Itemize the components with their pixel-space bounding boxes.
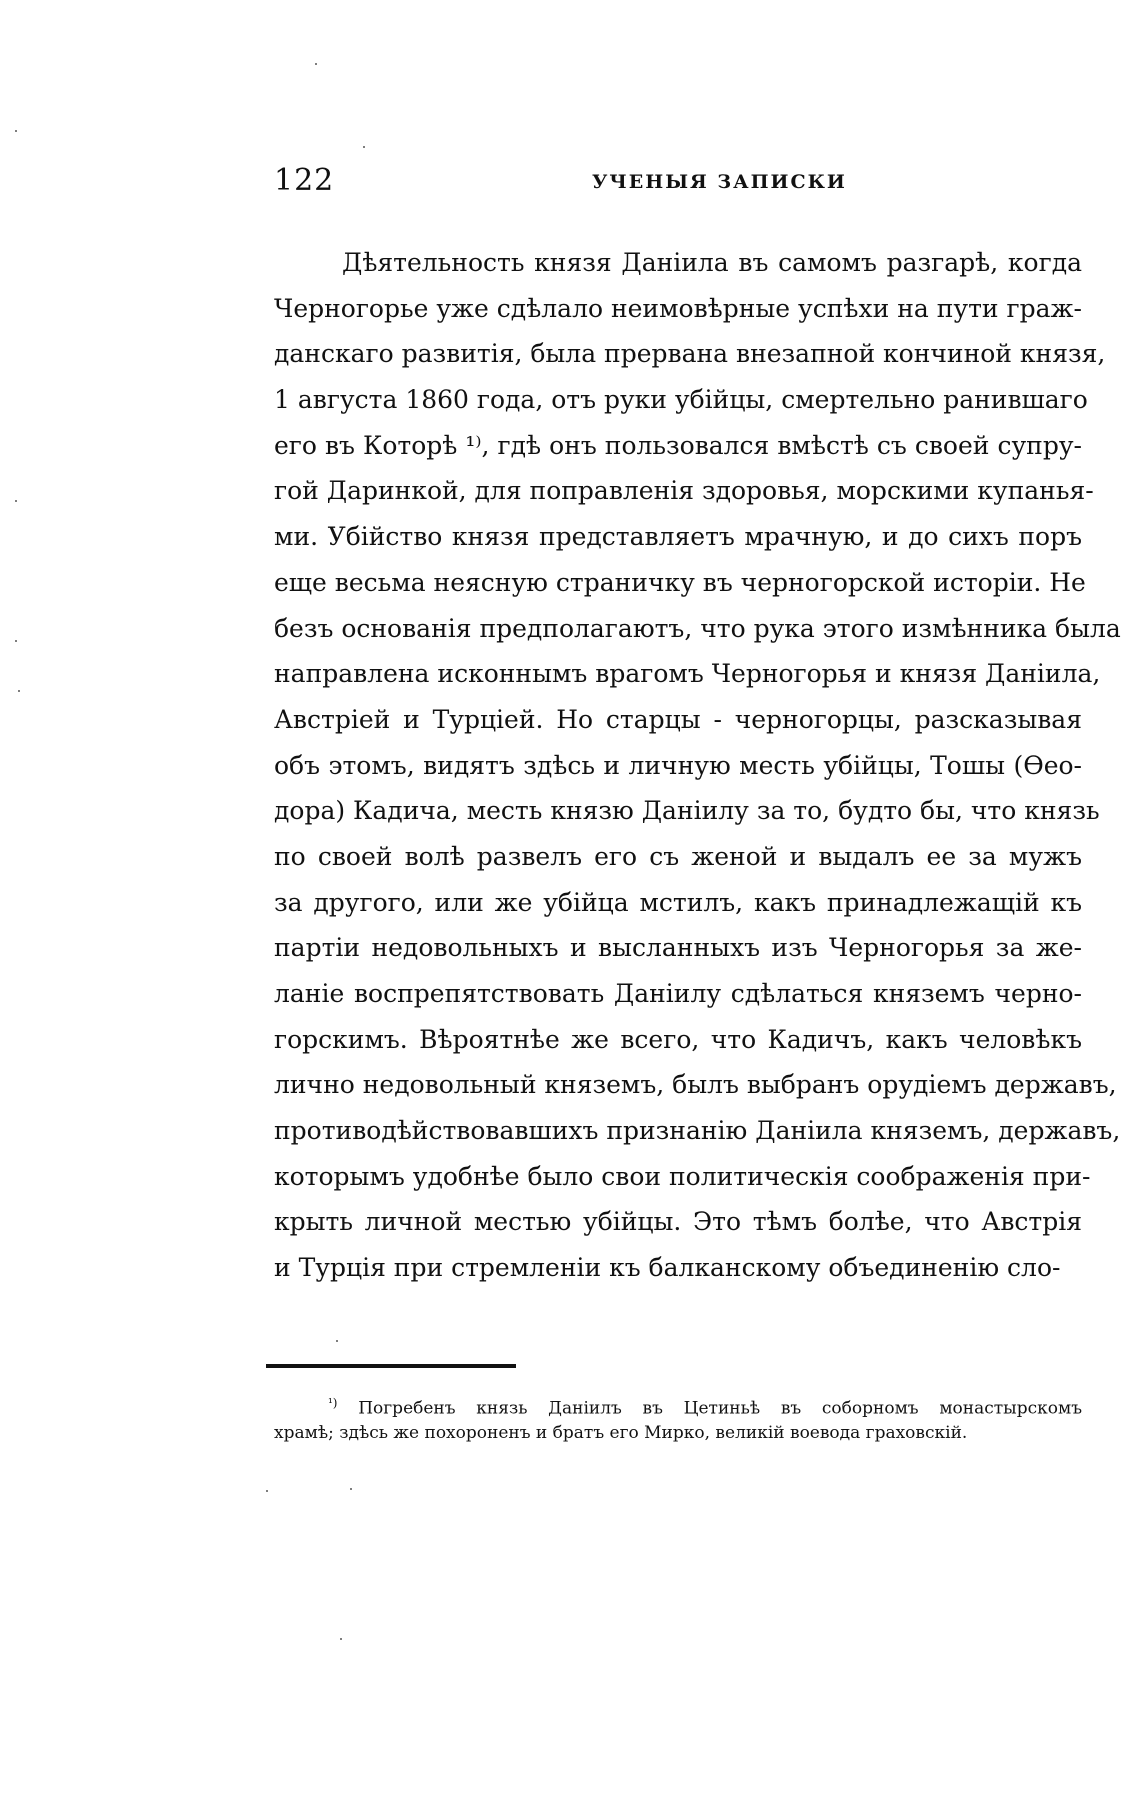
footnote-line: храмѣ; здѣсь же похороненъ и братъ его Мирко, великій воевода граховскій. bbox=[274, 1423, 968, 1443]
footnote bbox=[274, 1388, 1082, 1448]
text-line: объ этомъ, видятъ здѣсь и личную месть убійцы, Тошы (Ѳео- bbox=[274, 750, 1082, 780]
text-line: которымъ удобнѣе было свои политическія соображенія при- bbox=[274, 1161, 1091, 1191]
text-line: Австріей и Турціей. Но старцы - черногорцы, разсказывая bbox=[274, 704, 1082, 734]
text-line: ланіе воспрепятствовать Даніилу сдѣлаться княземъ черно- bbox=[274, 979, 1082, 1008]
text-line: горскимъ. Вѣроятнѣе же всего, что Кадичъ, какъ человѣкъ bbox=[274, 1024, 1082, 1054]
scan-speck bbox=[350, 1488, 352, 1490]
page-header bbox=[274, 163, 1082, 203]
text-line: Черногорье уже сдѣлало неимовѣрные успѣхи на пути граж- bbox=[274, 293, 1082, 323]
scan-speck bbox=[340, 1638, 342, 1640]
text-line: противодѣйствовавшихъ признанію Даніила княземъ, державъ, bbox=[274, 1116, 1121, 1146]
scan-speck bbox=[15, 500, 17, 502]
scan-speck bbox=[15, 130, 17, 132]
main-paragraph bbox=[274, 240, 1121, 1291]
text-line: крыть личной местью убійцы. Это тѣмъ болѣе, что Австрія bbox=[274, 1207, 1082, 1237]
scan-speck bbox=[336, 1340, 338, 1342]
text-line: дора) Кадича, месть князю Даніилу за то, будто бы, что князь bbox=[274, 796, 1100, 826]
text-line: направлена исконнымъ врагомъ Черногорья и князя Даніила, bbox=[274, 659, 1101, 689]
text-line: безъ основанія предполагаютъ, что рука этого измѣнника была bbox=[274, 613, 1121, 643]
running-title: УЧЕНЫЯ ЗАПИСКИ bbox=[592, 171, 847, 193]
text-line: еще весьма неясную страничку въ черногорской исторіи. Не bbox=[274, 567, 1086, 597]
scan-speck bbox=[363, 146, 365, 148]
scan-speck bbox=[315, 63, 317, 65]
text-line: 1 августа 1860 года, отъ руки убійцы, смертельно ранившаго bbox=[274, 385, 1088, 415]
scan-speck bbox=[15, 640, 17, 642]
text-line: гой Даринкой, для поправленія здоровья, морскими купанья- bbox=[274, 476, 1094, 506]
text-line: его въ Которѣ ¹⁾, гдѣ онъ пользовался вмѣстѣ съ своей супру- bbox=[274, 430, 1082, 460]
text-line: по своей волѣ развелъ его съ женой и выдалъ ее за мужъ bbox=[274, 841, 1082, 871]
text-line: партіи недовольныхъ и высланныхъ изъ Черногорья за же- bbox=[274, 933, 1082, 963]
text-line: за другого, или же убійца мстилъ, какъ принадлежащій къ bbox=[274, 887, 1082, 917]
text-line: лично недовольный княземъ, былъ выбранъ орудіемъ державъ, bbox=[274, 1070, 1117, 1100]
scan-speck bbox=[18, 690, 20, 692]
scan-speck bbox=[266, 1490, 268, 1492]
footnote-divider bbox=[266, 1364, 516, 1368]
footnote-text: Погребенъ князь Даніилъ въ Цетиньѣ въ соборномъ монастырскомъ bbox=[358, 1398, 1083, 1419]
footnote-marker: ¹) bbox=[328, 1396, 338, 1410]
page-number: 122 bbox=[274, 163, 335, 198]
text-line: ми. Убійство князя представляетъ мрачную, и до сихъ поръ bbox=[274, 522, 1082, 552]
text-line: и Турція при стремленіи къ балканскому объединенію сло- bbox=[274, 1253, 1061, 1283]
text-line: Дѣятельность князя Даніила въ самомъ разгарѣ, когда bbox=[342, 248, 1082, 277]
footnote-line bbox=[274, 1388, 1082, 1418]
text-line: данскаго развитія, была прервана внезапной кончиной князя, bbox=[274, 339, 1106, 369]
